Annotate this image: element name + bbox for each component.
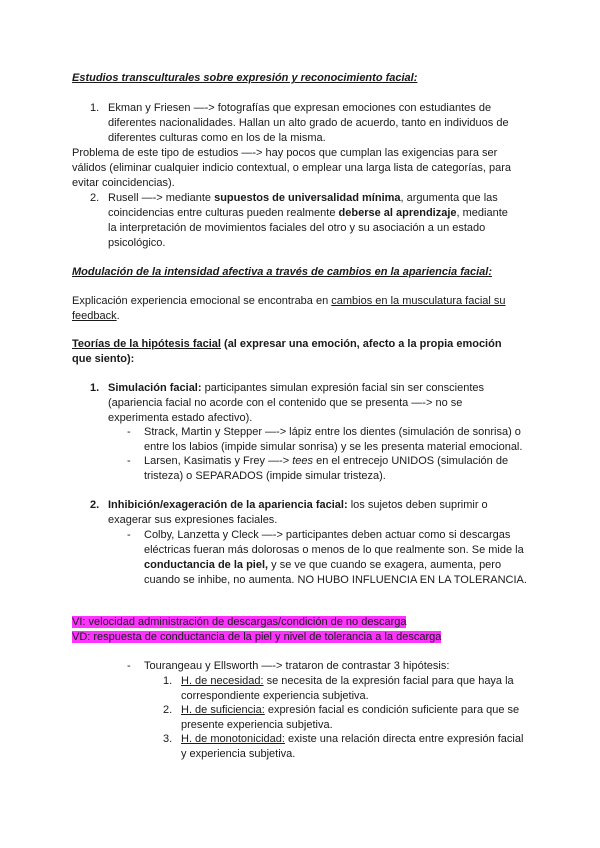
paragraph-problem: Problema de este tipo de estudios —-> hay pocos que cumplan las exigencias para ser válidos (eliminar cualquier indicio contextual, o emplear una larga lista de categorías, para evitar coincidencias). (72, 147, 512, 189)
list-item: - Colby, Lanzetta y Cleck —-> participantes deben actuar como si descargas eléctricas fueran más dolorosas o menos de lo que realmente son. Se mide la conductancia de la piel, y se ve que cuando se exagera, aumenta, pero cuando se inhibe, no aumenta. NO HUBO INFLUENCIA EN LA TOLERANCIA. (127, 529, 527, 586)
section-heading-modulation: Modulación de la intensidad afectiva a través de cambios en la apariencia facial: (72, 266, 492, 278)
list-item: 1. H. de necesidad: se necesita de la expresión facial para que haya la correspondiente experiencia subjetiva. (163, 675, 514, 702)
theory-heading: Teorías de la hipótesis facial (al expresar una emoción, afecto a la propia emoción que siento): (72, 338, 502, 365)
highlight-vd: VD: respuesta de conductancia de la piel y nivel de tolerancia a la descarga (72, 631, 442, 643)
section-heading-transcultural: Estudios transculturales sobre expresión y reconocimiento facial: (72, 72, 418, 84)
paragraph-explanation: Explicación experiencia emocional se encontraba en cambios en la musculatura facial su feedback. (72, 295, 506, 322)
list-item: 2. Rusell —-> mediante supuestos de universalidad mínima, argumenta que las coincidencias entre culturas pueden realmente deberse al aprendizaje, mediante la interpretación de movimientos faciales del otro y su asociación a un estado psicológico. (90, 192, 508, 249)
highlight-vi: VI: velocidad administración de descargas/condición de no descarga (72, 616, 407, 628)
list-item: 1. Ekman y Friesen —-> fotografías que expresan emociones con estudiantes de diferentes nacionalidades. Hallan un alto grado de acuerdo, tanto en individuos de diferentes culturas como en los de la misma. (90, 102, 509, 144)
list-item: - Larsen, Kasimatis y Frey —-> tees en el entrecejo UNIDOS (simulación de tristeza) o SEPARADOS (impide simular tristeza). (127, 455, 509, 482)
list-item: 1. Simulación facial: participantes simulan expresión facial sin ser conscientes (apariencia facial no acorde con el contenido que se presenta —-> no se experimenta estado afectivo). (90, 382, 485, 424)
list-item: 3. H. de monotonicidad: existe una relación directa entre expresión facial y experiencia subjetiva. (163, 733, 524, 760)
list-item: - Tourangeau y Ellsworth —-> trataron de contrastar 3 hipótesis: (127, 660, 450, 672)
list-item: - Strack, Martin y Stepper —-> lápiz entre los dientes (simulación de sonrisa) o entre los labios (impide simular sonrisa) y se les presenta material emocional. (127, 426, 523, 453)
list-item: 2. Inhibición/exageración de la apariencia facial: los sujetos deben suprimir o exagerar sus expresiones faciales. (90, 499, 488, 526)
list-item: 2. H. de suficiencia: expresión facial es condición suficiente para que se presente experiencia subjetiva. (163, 704, 520, 731)
